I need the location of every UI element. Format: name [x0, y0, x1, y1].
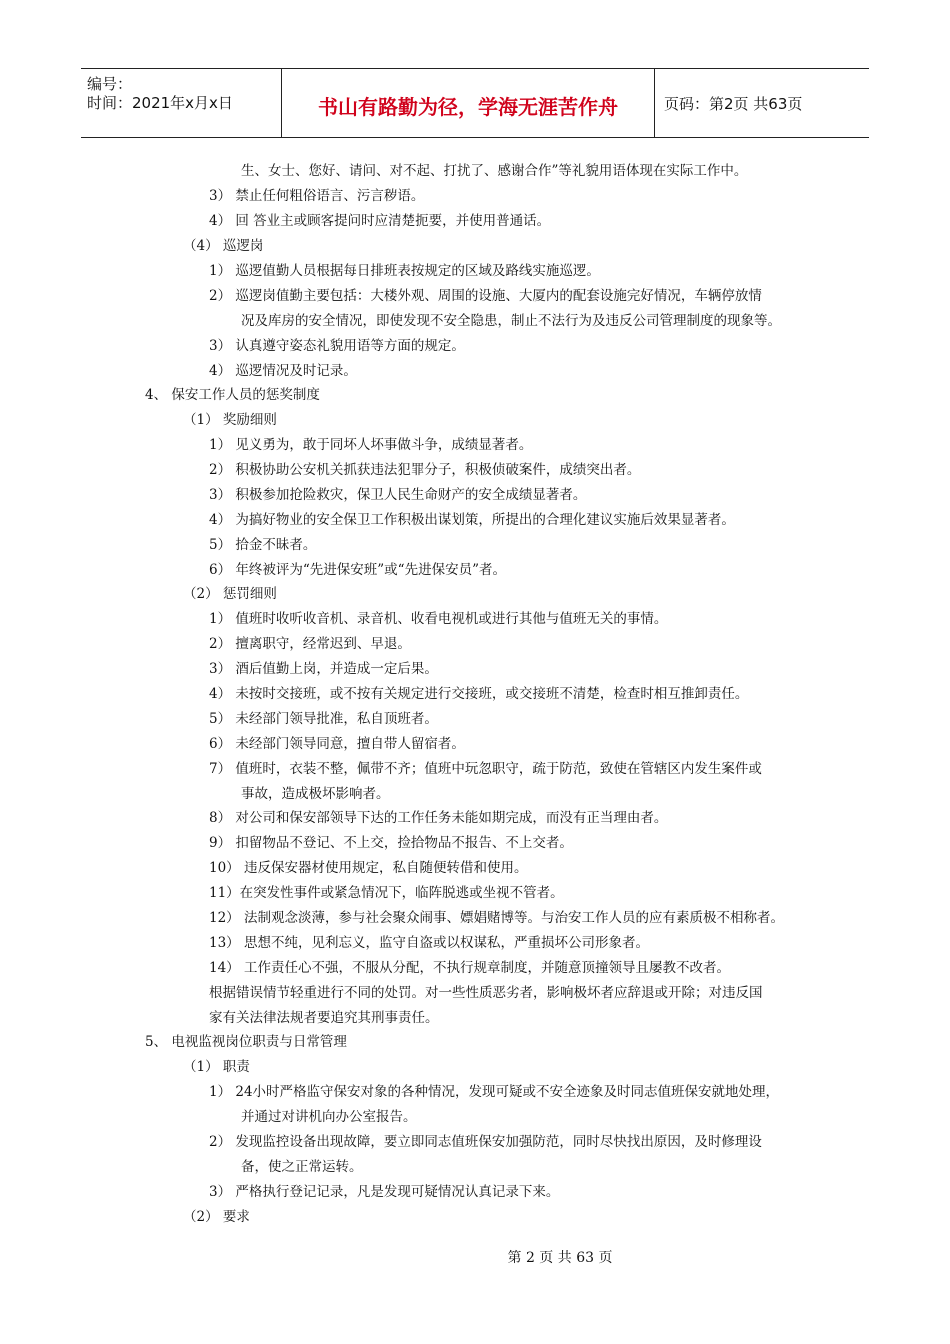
body-line: 4） 为搞好物业的安全保卫工作积极出谋划策，所提出的合理化建议实施后效果显著者。 [209, 512, 735, 528]
body-line: 10） 违反保安器材使用规定，私自随便转借和使用。 [209, 860, 528, 876]
header-page-cell [654, 69, 869, 137]
body-line: 况及库房的安全情况，即使发现不安全隐患，制止不法行为及违反公司管理制度的现象等。 [241, 313, 781, 329]
body-line: 1） 24小时严格监守保安对象的各种情况，发现可疑或不安全迹象及时同志值班保安就地处理， [209, 1084, 780, 1100]
body-line: 5） 未经部门领导批准，私自顶班者。 [209, 711, 438, 727]
body-line: 13） 思想不纯，见利忘义，监守自盗或以权谋私，严重损坏公司形象者。 [209, 935, 649, 951]
page-header [81, 68, 869, 138]
section-heading: （2） 惩罚细则 [183, 586, 277, 602]
chapter-heading: 4、 保安工作人员的惩奖制度 [145, 387, 320, 403]
section-heading: （1） 奖励细则 [183, 412, 277, 428]
body-line: 4） 回 答业主或顾客提问时应清楚扼要，并使用普通话。 [209, 213, 551, 229]
page-footer: 第 2 页 共 63 页 [507, 1250, 613, 1266]
header-motto-cell [281, 69, 655, 137]
body-line: 4） 未按时交接班，或不按有关规定进行交接班，或交接班不清楚，检查时相互推卸责任。 [209, 686, 749, 702]
body-line: 3） 积极参加抢险救灾，保卫人民生命财产的安全成绩显著者。 [209, 487, 587, 503]
body-line: 2） 积极协助公安机关抓获违法犯罪分子，积极侦破案件，成绩突出者。 [209, 462, 641, 478]
body-line: 根据错误情节轻重进行不同的处罚。对一些性质恶劣者，影响极坏者应辞退或开除；对违反国 [209, 985, 763, 1001]
body-line: 11）在突发性事件或紧急情况下，临阵脱逃或坐视不管者。 [209, 885, 564, 901]
body-line: 8） 对公司和保安部领导下达的工作任务未能如期完成，而没有正当理由者。 [209, 810, 668, 826]
body-line: 4） 巡逻情况及时记录。 [209, 363, 357, 379]
body-line: 2） 发现监控设备出现故障，要立即同志值班保安加强防范，同时尽快找出原因，及时修理设 [209, 1134, 762, 1150]
chapter-heading: 5、 电视监视岗位职责与日常管理 [145, 1034, 347, 1050]
section-heading: （4） 巡逻岗 [183, 238, 264, 254]
body-line: 家有关法律法规者要追究其刑事责任。 [209, 1010, 439, 1026]
document-number: 编号： [87, 75, 133, 93]
body-line: 5） 拾金不昧者。 [209, 537, 317, 553]
body-line: 3） 认真遵守姿态礼貌用语等方面的规定。 [209, 338, 465, 354]
body-line: 并通过对讲机向办公室报告。 [241, 1109, 417, 1125]
body-line: 3） 严格执行登记记录，凡是发现可疑情况认真记录下来。 [209, 1184, 560, 1200]
section-heading: （1） 职责 [183, 1059, 250, 1075]
body-line: 生、女士、您好、请问、对不起、打扰了、感谢合作”等礼貌用语体现在实际工作中。 [241, 163, 748, 179]
body-line: 1） 见义勇为，敢于同坏人坏事做斗争，成绩显著者。 [209, 437, 533, 453]
header-page-number: 页码：第2页 共63页 [664, 95, 803, 113]
body-line: 备，使之正常运转。 [241, 1159, 363, 1175]
header-motto: 书山有路勤为径，学海无涯苦作舟 [318, 95, 618, 119]
body-line: 9） 扣留物品不登记、不上交，捡拾物品不报告、不上交者。 [209, 835, 573, 851]
body-line: 7） 值班时，衣装不整，佩带不齐；值班中玩忽职守，疏于防范，致使在管辖区内发生案件或 [209, 761, 762, 777]
body-line: 3） 禁止任何粗俗语言、污言秽语。 [209, 188, 425, 204]
section-heading: （2） 要求 [183, 1209, 250, 1225]
body-line: 1） 值班时收听收音机、录音机、收看电视机或进行其他与值班无关的事情。 [209, 611, 668, 627]
body-line: 14） 工作责任心不强，不服从分配，不执行规章制度，并随意顶撞领导且屡教不改者。 [209, 960, 730, 976]
body-line: 1） 巡逻值勤人员根据每日排班表按规定的区域及路线实施巡逻。 [209, 263, 600, 279]
body-line: 6） 未经部门领导同意，擅自带人留宿者。 [209, 736, 465, 752]
body-line: 2） 擅离职守，经常迟到、早退。 [209, 636, 411, 652]
body-line: 6） 年终被评为“先进保安班”或“先进保安员”者。 [209, 562, 506, 578]
body-line: 事故，造成极坏影响者。 [241, 786, 390, 802]
body-line: 3） 酒后值勤上岗，并造成一定后果。 [209, 661, 438, 677]
header-meta-cell [81, 69, 281, 137]
document-date: 时间：2021年x月x日 [87, 94, 233, 112]
body-line: 12） 法制观念淡薄，参与社会聚众闹事、嫖娼赌博等。与治安工作人员的应有素质极不相称者。 [209, 910, 784, 926]
body-line: 2） 巡逻岗值勤主要包括：大楼外观、周围的设施、大厦内的配套设施完好情况，车辆停放情 [209, 288, 762, 304]
